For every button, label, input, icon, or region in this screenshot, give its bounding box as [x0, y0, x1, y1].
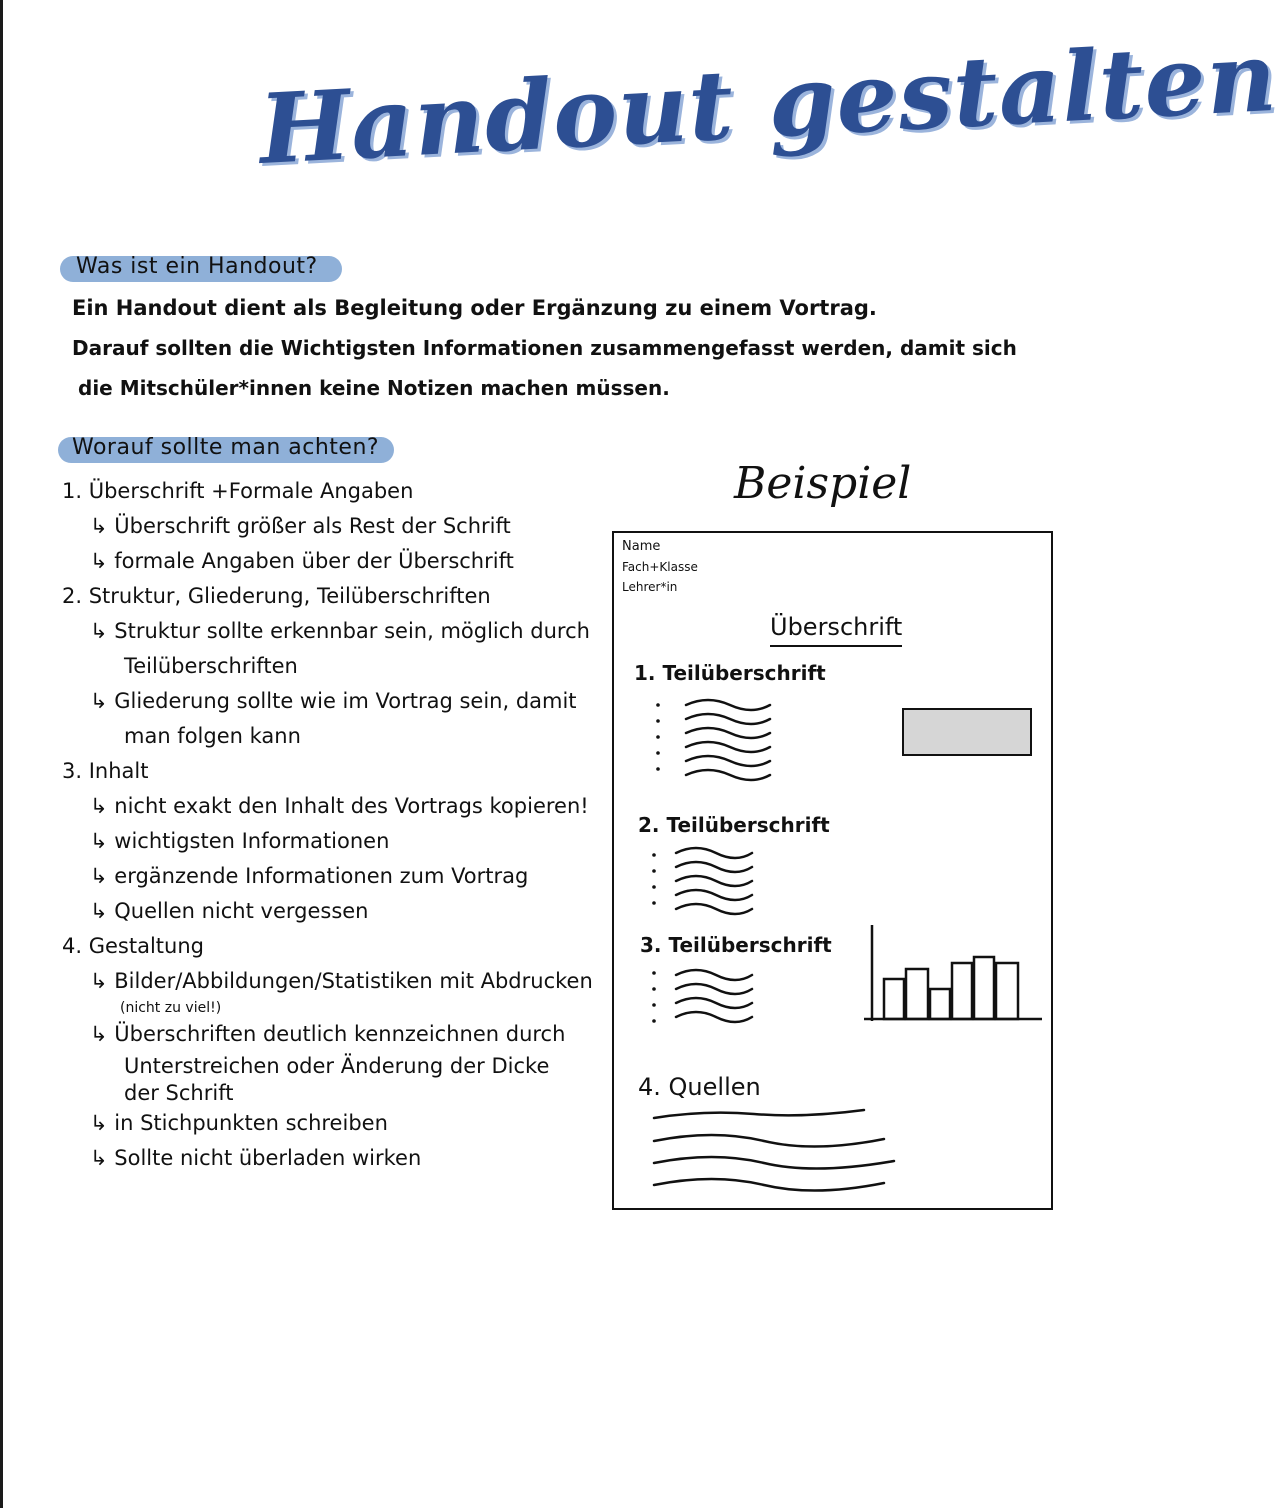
meta-teacher: Lehrer*in: [622, 580, 678, 594]
list-item: Teilüberschriften: [124, 654, 298, 678]
list-item: ↳ Überschrift größer als Rest der Schrift: [90, 514, 511, 538]
list-item: 3. Inhalt: [62, 759, 149, 783]
list-item: ↳ ergänzende Informationen zum Vortrag: [90, 864, 529, 888]
list-item: 2. Struktur, Gliederung, Teilüberschriften: [62, 584, 491, 608]
list-item: man folgen kann: [124, 724, 301, 748]
example-handout-sketch: [612, 531, 1053, 1210]
list-item: ↳ Quellen nicht vergessen: [90, 899, 369, 923]
meta-subject-class: Fach+Klasse: [622, 560, 698, 574]
list-item: ↳ Sollte nicht überladen wirken: [90, 1146, 422, 1170]
intro-line-2: Darauf sollten die Wichtigsten Informationen zusammengefasst werden, damit sich: [72, 336, 1017, 360]
page-title: Handout gestalten: [256, 19, 1280, 186]
page-left-edge: [0, 0, 3, 1508]
list-item: ↳ wichtigsten Informationen: [90, 829, 390, 853]
wavy-text-lines: [654, 700, 894, 1191]
intro-line-1: Ein Handout dient als Begleitung oder Ergänzung zu einem Vortrag.: [72, 296, 877, 320]
dotted-lines: [652, 703, 660, 1023]
list-item: ↳ in Stichpunkten schreiben: [90, 1111, 388, 1135]
list-item: 4. Gestaltung: [62, 934, 204, 958]
list-item: 1. Überschrift +Formale Angaben: [62, 479, 414, 503]
heading-what-is-handout: Was ist ein Handout?: [76, 254, 318, 279]
example-sketch-marks: [614, 533, 1055, 1212]
example-section-3: 3. Teilüberschrift: [640, 933, 832, 957]
tips-list: [62, 474, 593, 1176]
bar-chart-sketch: [864, 925, 1042, 1021]
list-item: der Schrift: [124, 1081, 234, 1105]
list-item: (nicht zu viel!): [120, 1000, 222, 1016]
example-section-4: 4. Quellen: [638, 1073, 761, 1101]
example-section-2: 2. Teilüberschrift: [638, 813, 830, 837]
meta-name: Name: [622, 539, 661, 554]
list-item: ↳ Bilder/Abbildungen/Statistiken mit Abdrucken: [90, 969, 593, 993]
list-item: Unterstreichen oder Änderung der Dicke: [124, 1054, 550, 1078]
heading-what-to-watch: Worauf sollte man achten?: [72, 435, 380, 460]
list-item: ↳ nicht exakt den Inhalt des Vortrags kopieren!: [90, 794, 589, 818]
list-item: ↳ formale Angaben über der Überschrift: [90, 549, 514, 573]
intro-line-3: die Mitschüler*innen keine Notizen machen müssen.: [78, 376, 670, 400]
example-label: Beispiel: [734, 458, 912, 509]
list-item: ↳ Struktur sollte erkennbar sein, möglich durch: [90, 619, 590, 643]
list-item: ↳ Überschriften deutlich kennzeichnen durch: [90, 1022, 566, 1046]
list-item: ↳ Gliederung sollte wie im Vortrag sein, damit: [90, 689, 577, 713]
example-section-1: 1. Teilüberschrift: [634, 661, 826, 685]
example-heading: Überschrift: [770, 613, 902, 647]
